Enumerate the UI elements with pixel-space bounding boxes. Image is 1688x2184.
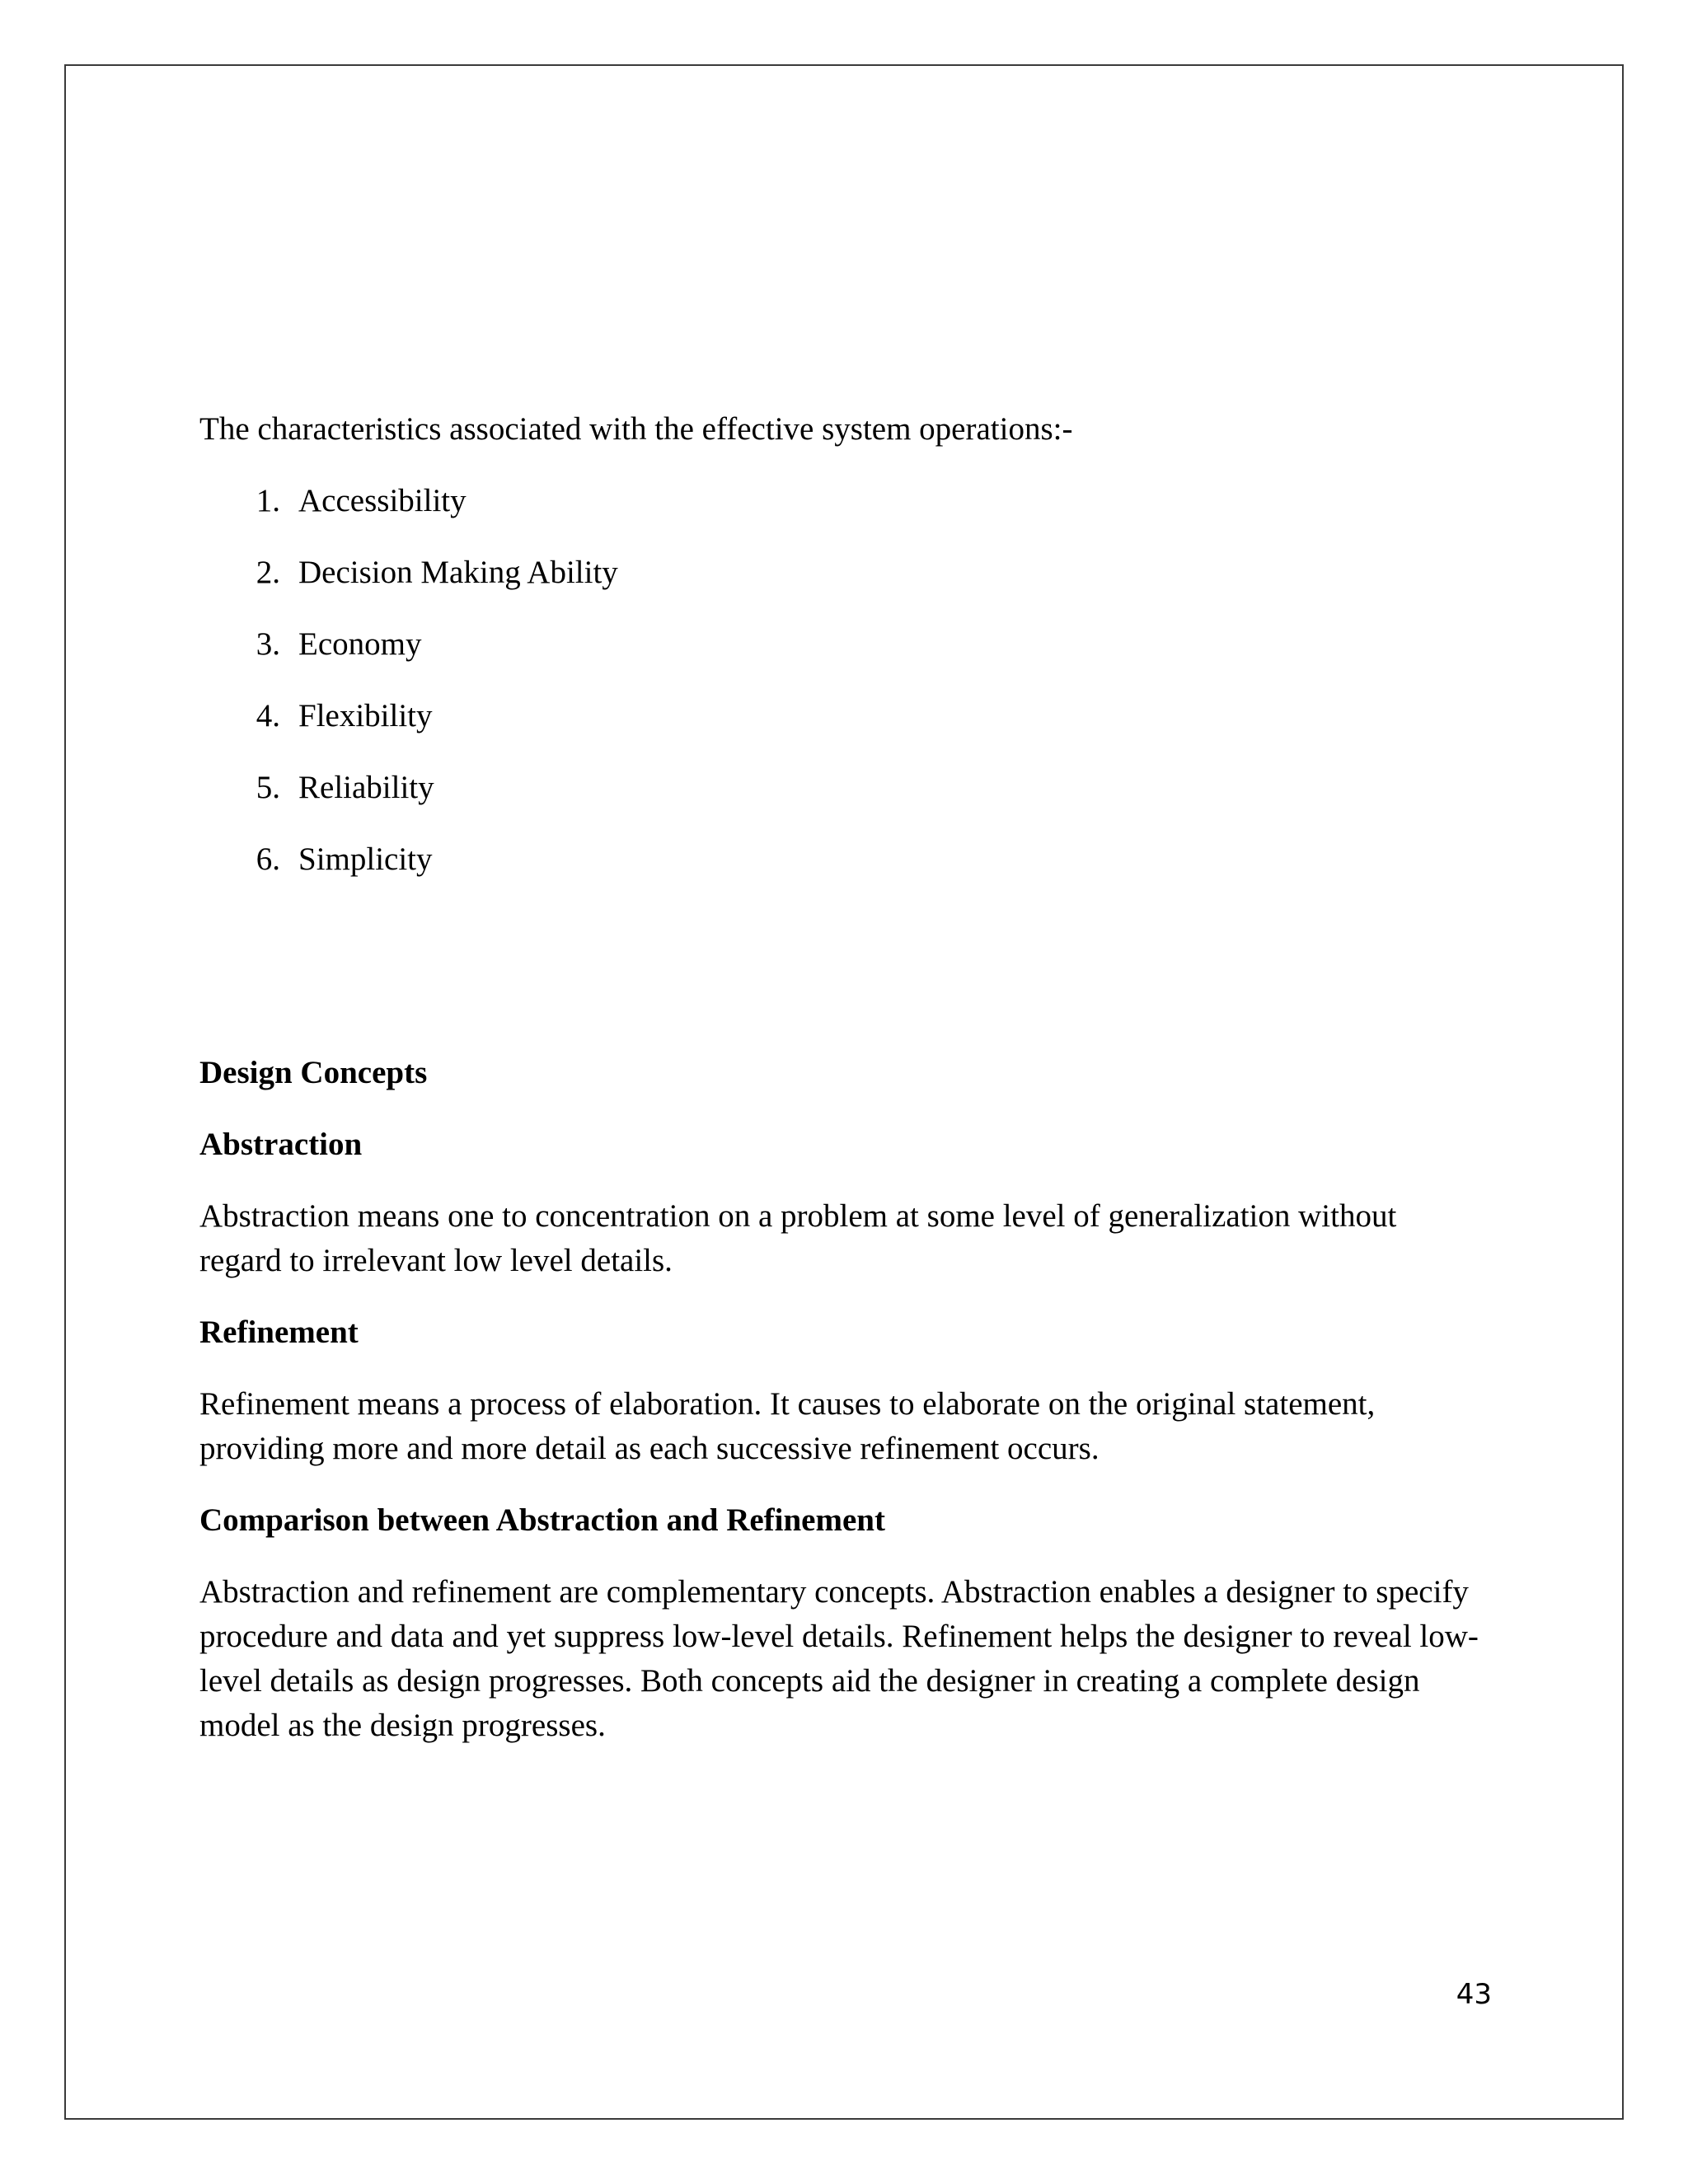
list-item-label: Economy [298,626,422,662]
list-item-label: Decision Making Ability [298,555,618,590]
list-item-number: 4. [256,698,280,733]
list-item-label: Accessibility [298,483,467,518]
list-item-label: Simplicity [298,841,433,877]
list-item-number: 6. [256,841,280,877]
list-item [199,837,1485,882]
list-item-number: 1. [256,483,280,518]
list-item-number: 2. [256,555,280,590]
list-item [199,479,1485,523]
list-item-label: Reliability [298,770,434,805]
characteristics-list [199,479,1485,882]
section-spacer [199,909,1485,1051]
design-concepts-heading: Design Concepts [199,1055,428,1090]
intro-text: The characteristics associated with the effective system operations:- [199,411,1073,447]
list-item [199,766,1485,810]
refinement-paragraph: Refinement means a process of elaboration. It causes to elaborate on the original statement, providing more and more detail as each successive refinement occurs. [199,1386,1376,1466]
abstraction-paragraph: Abstraction means one to concentration on a problem at some level of generalization without regard to irrelevant low level details. [199,1198,1397,1278]
comparison-paragraph: Abstraction and refinement are complementary concepts. Abstraction enables a designer to specify procedure and data and yet suppress low-level details. Refinement helps the designer to reveal low-level details as design progresses. Both concepts aid the designer in creating a complete design model as the design progresses. [199,1574,1479,1743]
list-item [199,622,1485,667]
comparison-heading: Comparison between Abstraction and Refinement [199,1502,885,1538]
page-number: 43 [1456,1978,1492,2011]
list-item [199,694,1485,738]
list-item [199,551,1485,595]
refinement-heading: Refinement [199,1315,359,1350]
list-item-number: 5. [256,770,280,805]
abstraction-heading: Abstraction [199,1127,363,1162]
page-content [199,407,1485,1775]
list-item-number: 3. [256,626,280,662]
list-item-label: Flexibility [298,698,433,733]
